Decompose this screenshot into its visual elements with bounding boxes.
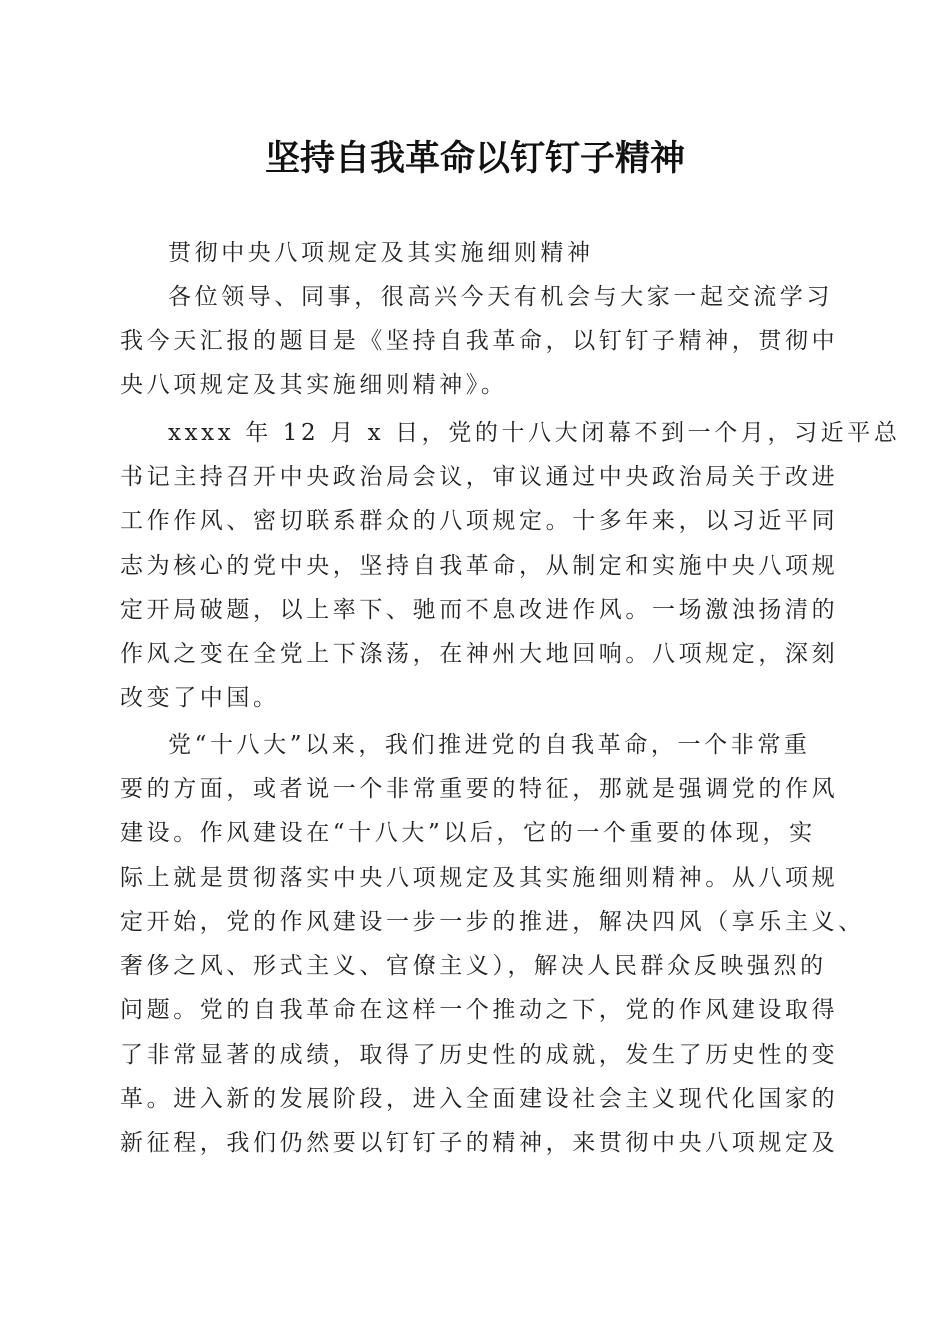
paragraph-line: 工作作风、密切联系群众的八项规定。十多年来，以习近平同	[120, 508, 839, 534]
document-title: 坚持自我革命以钉钉子精神	[264, 138, 685, 179]
subtitle-line: 贯彻中央八项规定及其实施细则精神	[168, 240, 594, 266]
paragraph-line: 改变了中国。	[120, 685, 280, 711]
paragraph-line: 革。进入新的发展阶段，进入全面建设社会主义现代化国家的	[120, 1086, 839, 1112]
paragraph-line: 际上就是贯彻落实中央八项规定及其实施细则精神。从八项规	[120, 865, 839, 891]
paragraph-line: 奢侈之风、形式主义、官僚主义），解决人民群众反映强烈的	[120, 953, 827, 979]
paragraph-line: 定开局破题，以上率下、驰而不息改进作风。一场激浊扬清的	[120, 597, 839, 623]
paragraph-line: 了非常显著的成绩，取得了历史性的成就，发生了历史性的变	[120, 1042, 839, 1068]
paragraph-line: 各位领导、同事，很高兴今天有机会与大家一起交流学习	[168, 284, 833, 310]
paragraph-line: 央八项规定及其实施细则精神》。	[120, 372, 508, 398]
paragraph-line: 新征程，我们仍然要以钉钉子的精神，来贯彻中央八项规定及	[120, 1130, 839, 1156]
paragraph-line: xxxx 年 12 月 x 日，党的十八大闭幕不到一个月，习近平总	[168, 420, 901, 446]
paragraph-line: 问题。党的自我革命在这样一个推动之下，党的作风建设取得	[120, 997, 839, 1023]
paragraph-line: 建设。作风建设在“十八大”以后，它的一个重要的体现，实	[120, 820, 816, 846]
paragraph-line: 作风之变在全党上下涤荡，在神州大地回响。八项规定，深刻	[120, 641, 839, 667]
paragraph-line: 志为核心的党中央，坚持自我革命，从制定和实施中央八项规	[120, 553, 839, 579]
paragraph-line: 党“十八大”以来，我们推进党的自我革命，一个非常重	[168, 732, 811, 758]
paragraph-line: 书记主持召开中央政治局会议，审议通过中央政治局关于改进	[120, 464, 839, 490]
paragraph-line: 定开始，党的作风建设一步一步的推进，解决四风（享乐主义、	[120, 909, 865, 935]
paragraph-line: 我今天汇报的题目是《坚持自我革命，以钉钉子精神，贯彻中	[120, 328, 839, 354]
paragraph-line: 要的方面，或者说一个非常重要的特征，那就是强调党的作风	[120, 776, 839, 802]
